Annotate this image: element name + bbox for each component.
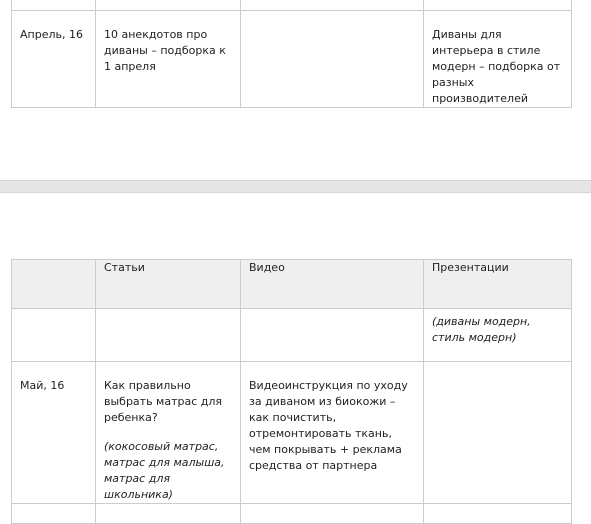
video-cell [241,11,424,108]
date-cell: Май, 16 [12,362,96,504]
video-cell: Видеоинструкция по уходу за диваном из биокожи – как почистить, отремонтировать ткань, чем покрывать + реклама средства от партнера [241,362,424,504]
articles-cell [96,362,241,504]
page-break [0,180,591,193]
header-cell-video: Видео [241,260,424,309]
article-title: Как правильно выбрать матрас для ребенка? [104,379,223,424]
date-cell [12,309,96,362]
presentations-cell: Диваны для интерьера в стиле модерн – подборка от разных производителей [424,11,572,108]
table-row [12,11,572,108]
articles-cell: 10 анекдотов про диваны – подборка к 1 апреля [96,11,241,108]
presentations-note-cell: (диваны модерн, стиль модерн) [424,309,572,362]
table-header-row [12,260,572,309]
table-row [12,504,572,524]
header-cell-articles: Статьи [96,260,241,309]
date-cell: Апрель, 16 [12,11,96,108]
video-cell [241,309,424,362]
article-keywords-note: (кокосовый матрас, матрас для малыша, матрас для школьника) [104,440,225,501]
content-plan-table-top [11,0,572,108]
table-row [12,0,572,11]
header-cell-presentations: Презентации [424,260,572,309]
header-cell-empty [12,260,96,309]
document-page-bottom [0,193,591,505]
document-page-top [0,0,591,180]
articles-cell [96,309,241,362]
table-row [12,309,572,362]
presentations-cell [424,362,572,504]
table-row [12,362,572,504]
content-plan-table-bottom [11,259,572,524]
